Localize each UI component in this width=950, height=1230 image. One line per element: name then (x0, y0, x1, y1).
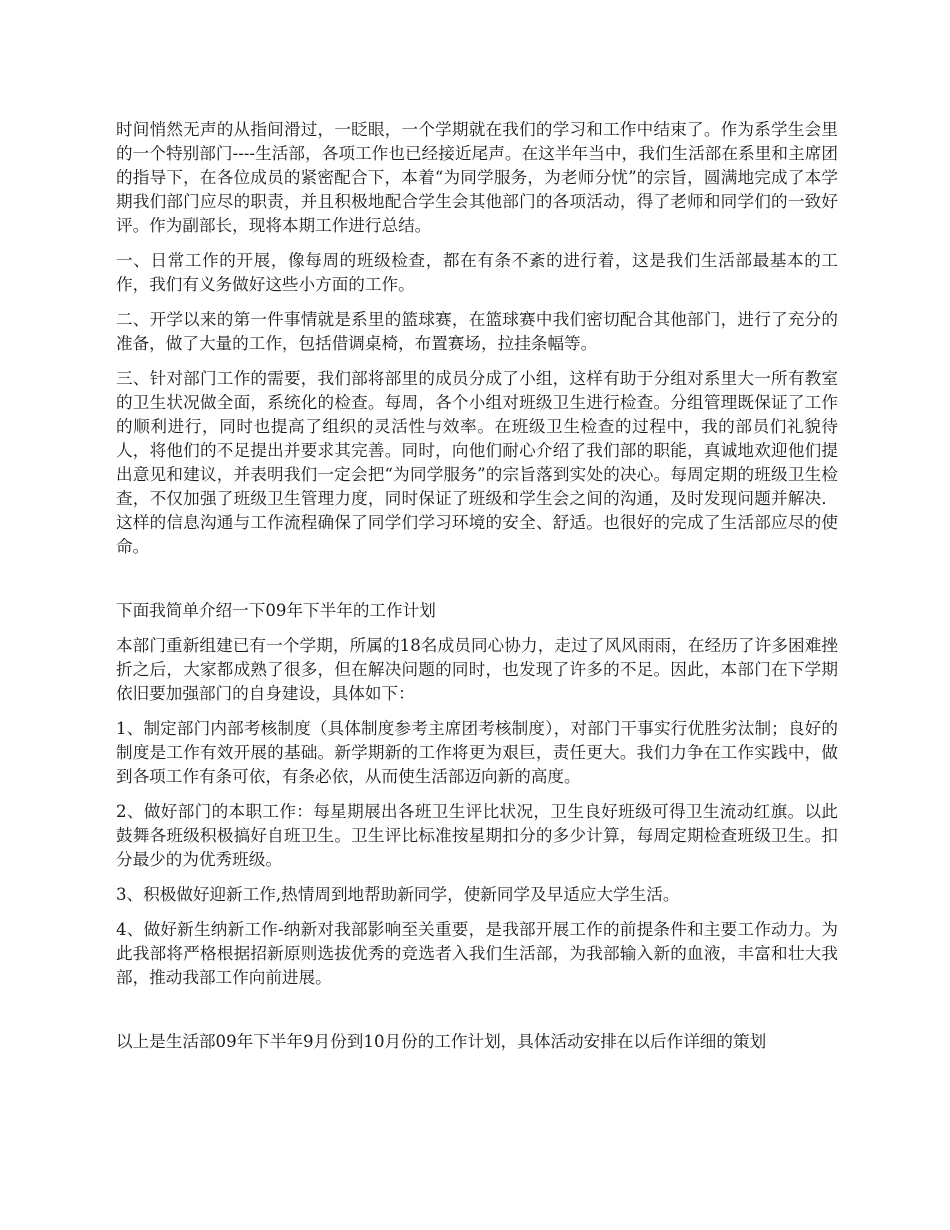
item-1-daily-work: 一、日常工作的开展，像每周的班级检查，都在有条不紊的进行着，这是我们生活部最基本的工作，我们有义务做好这些小方面的工作。 (116, 251, 838, 294)
plan-heading: 下面我简单介绍一下09年下半年的工作计划 (116, 601, 436, 620)
item-2-basketball: 二、开学以来的第一件事情就是系里的篮球赛，在篮球赛中我们密切配合其他部门，进行了充分的准备，做了大量的工作，包括借调桌椅，布置赛场，拉挂条幅等。 (116, 310, 838, 353)
plan-intro-paragraph: 本部门重新组建已有一个学期，所属的18名成员同心协力，走过了风风雨雨，在经历了许多困难挫折之后，大家都成熟了很多，但在解决问题的同时，也发现了许多的不足。因此，本部门在下学期依旧要加强部门的自身建设，具体如下： (116, 636, 838, 703)
plan-item-3: 3、积极做好迎新工作,热情周到地帮助新同学，使新同学及早适应大学生活。 (116, 885, 680, 904)
plan-item-1: 1、制定部门内部考核制度（具体制度参考主席团考核制度），对部门干事实行优胜劣汰制；良好的制度是工作有效开展的基础。新学期新的工作将更为艰巨，责任更大。我们力争在工作实践中，做到各项工作有条可依，有条必依，从而使生活部迈向新的高度。 (116, 719, 838, 786)
plan-item-2: 2、做好部门的本职工作：每星期展出各班卫生评比状况，卫生良好班级可得卫生流动红旗。以此鼓舞各班级积极搞好自班卫生。卫生评比标准按星期扣分的多少计算，每周定期检查班级卫生。扣分最少的为优秀班级。 (116, 802, 838, 869)
item-3-groups: 三、针对部门工作的需要，我们部将部里的成员分成了小组，这样有助于分组对系里大一所有教室的卫生状况做全面，系统化的检查。每周，各个小组对班级卫生进行检查。分组管理既保证了工作的顺利进行，同时也提高了组织的灵活性与效率。在班级卫生检查的过程中，我的部员们礼貌待人，将他们的不足提出并要求其完善。同时，向他们耐心介绍了我们部的职能，真诚地欢迎他们提出意见和建议，并表明我们一定会把“为同学服务”的宗旨落到实处的决心。每周定期的班级卫生检查，不仅加强了班级卫生管理力度，同时保证了班级和学生会之间的沟通，及时发现问题并解决．这样的信息沟通与工作流程确保了同学们学习环境的安全、舒适。也很好的完成了生活部应尽的使命。 (116, 369, 838, 556)
plan-item-4: 4、做好新生纳新工作-纳新对我部影响至关重要，是我部开展工作的前提条件和主要工作动力。为此我部将严格根据招新原则选拔优秀的竞选者入我们生活部，为我部输入新的血液，丰富和壮大我部，推动我部工作向前进展。 (116, 920, 838, 987)
intro-paragraph: 时间悄然无声的从指间滑过，一眨眼，一个学期就在我们的学习和工作中结束了。作为系学生会里的一个特别部门----生活部，各项工作也已经接近尾声。在这半年当中，我们生活部在系里和主席团的指导下，在各位成员的紧密配合下，本着“为同学服务，为老师分忧”的宗旨，圆满地完成了本学期我们部门应尽的职责，并且积极地配合学生会其他部门的各项活动，得了老师和同学们的一致好评。作为副部长，现将本期工作进行总结。 (116, 120, 838, 235)
closing-paragraph: 以上是生活部09年下半年9月份到10月份的工作计划，具体活动安排在以后作详细的策划 (116, 1032, 767, 1051)
